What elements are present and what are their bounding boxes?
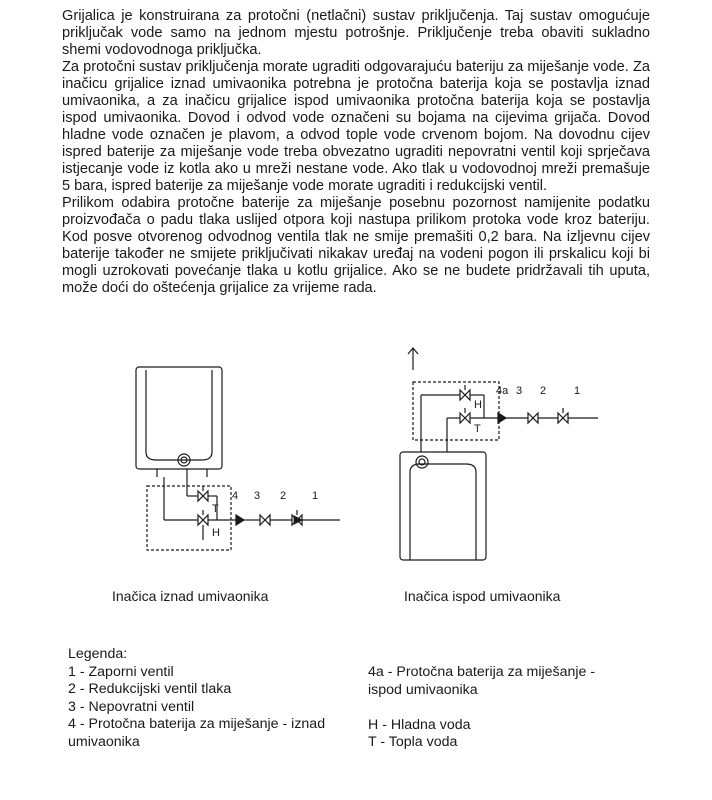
legend-item: 1 - Zaporni ventil (68, 663, 174, 680)
legend-title: Legenda: (68, 646, 128, 662)
label-3: 3 (254, 490, 261, 502)
legend-item: H - Hladna voda (368, 716, 471, 733)
right-diagram (400, 348, 598, 560)
instruction-text (62, 8, 650, 297)
legend-item: T - Topla voda (368, 734, 458, 750)
label-3: 3 (516, 385, 523, 397)
label-cold: T (474, 423, 481, 435)
label-cold: H (212, 527, 220, 539)
label-4: 4 (232, 490, 239, 502)
mixer-box-right (413, 382, 499, 440)
heater-left (136, 367, 222, 469)
legend-item: ispod umivaonika (368, 681, 478, 698)
legend (68, 646, 325, 751)
label-1: 1 (574, 385, 581, 397)
paragraph-2: Za protočni sustav priključenja morate ugraditi odgovarajuću bateriju za miješanje vode. Za inačicu grijalice iznad umivaonika potrebna je protočna baterija koja se postavlja iznad umivaonika, a za inačicu grijalice ispod umivaonika protočna baterija koja se postavlja ispod umivaonika. Dovod i odvod vode označeni su bojama na cijevima grijača. Dovod hladne vode označen je plavom, a odvod tople vode crvenom bojom. Na dovodnu cijev ispred baterije za miješanje vode treba obvezatno ugraditi nepovratni ventil koji sprječava istjecanje vode iz kotla ako u mreži nestane vode. Ako tlak u vodovodnoj mreži premašuje 5 bara, ispred baterije za miješanje vode morate ugraditi i redukcijski ventil. (62, 59, 650, 194)
label-hot: T (212, 503, 219, 515)
label-2: 2 (540, 385, 547, 397)
left-diagram (136, 367, 340, 550)
label-hot: H (474, 399, 482, 411)
heater-right (400, 452, 486, 560)
paragraph-1: Grijalica je konstruirana za protočni (netlačni) sustav priključenja. Taj sustav omogućuje priključak vode samo na jednom mjestu potrošnje. Priključenje treba obaviti sukladno shemi vodovodnoga priključka. (62, 8, 650, 58)
label-2: 2 (280, 490, 287, 502)
label-1: 1 (312, 490, 319, 502)
connection-diagram (0, 340, 712, 580)
legend-item: 3 - Nepovratni ventil (68, 698, 195, 715)
legend-item: 4a - Protočna baterija za miješanje - (368, 664, 596, 680)
legend-item: 4 - Protočna baterija za miješanje - iznad (68, 716, 326, 732)
right-labels (474, 385, 580, 435)
caption-left: Inačica iznad umivaonika (112, 588, 269, 604)
legend-item: umivaonika (68, 733, 140, 750)
legend-item: 2 - Redukcijski ventil tlaka (68, 681, 232, 697)
paragraph-3: Prilikom odabira protočne baterije za miješanje posebnu pozornost namijenite podatku proizvođača o padu tlaka uslijed otpora koji nastupa prilikom protoka vode kroz bateriju. Kod posve otvorenog odvodnog ventila tlak ne smije premašiti 0,2 bara. Na izljevnu cijev baterije također ne smijete priključivati nikakav uređaj na vodeni pogon ili prskalicu koji bi mogli uzrokovati povećanje tlaka u kotlu grijalice. Ako se ne budete pridržavali tih uputa, može doći do oštećenja grijalice za vrijeme rada. (62, 195, 650, 296)
label-4a: 4a (496, 385, 509, 397)
legend-right-column (368, 664, 595, 752)
thermostat-knob-right (416, 456, 428, 468)
caption-right: Inačica ispod umivaonika (404, 588, 561, 604)
